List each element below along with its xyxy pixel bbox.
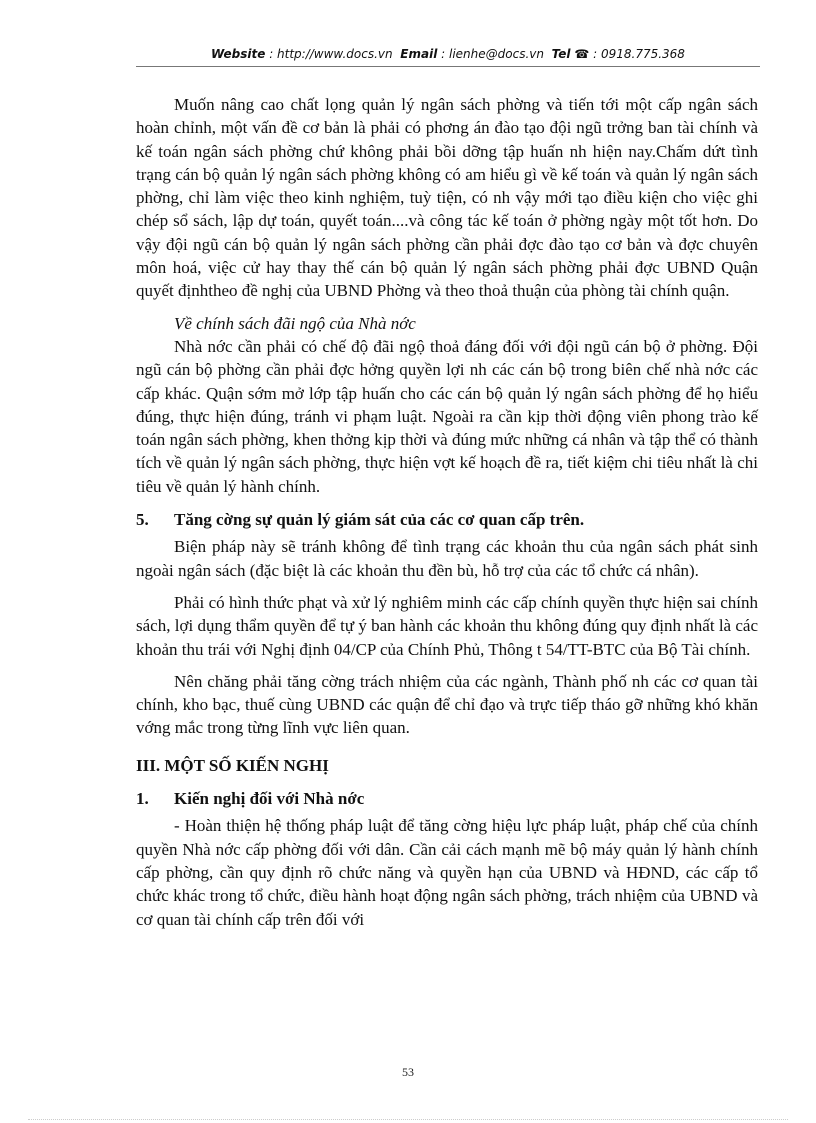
section-1-number: 1.: [136, 789, 149, 809]
bottom-divider: [28, 1119, 788, 1120]
tel-value: ☎ : 0918.775.368: [574, 47, 685, 61]
page-header: [136, 47, 760, 61]
email-value: : lienhe@docs.vn: [441, 47, 544, 61]
website-value: : http://www.docs.vn: [269, 47, 393, 61]
email-label: Email: [400, 47, 438, 61]
section-5-title: Tăng cờng sự quản lý giám sát của các cơ quan cấp trên.: [174, 510, 585, 530]
page-number: 53: [402, 1065, 414, 1079]
paragraph-training: Muốn nâng cao chất lọng quản lý ngân sách phờng và tiến tới một cấp ngân sách hoàn chỉnh, một vấn đề cơ bản là phải có phơng án đào tạo đội ngũ trởng ban tài chính và kế toán ngân sách phờng chứ không phải bồi dỡng tập huấn nh hiện nay.Chấm dứt tình trạng cán bộ quản lý ngân sách phờng không có am hiểu gì về kế toán và quản lý ngân sách phờng, chỉ làm việc theo kinh nghiệm, tuỳ tiện, có nh vậy mới tạo điều kiện cho việc ghi chép sổ sách, lập dự toán, quyết toán....và công tác kế toán ở phờng ngày một tốt hơn. Do vậy đội ngũ cán bộ quản lý ngân sách phờng cần phải đợc đào tạo cơ bản và đợc chuyên môn hoá, việc cử hay thay thế cán bộ quản lý ngân sách phờng phải đợc UBND Quận quyết địnhtheo đề nghị của UBND Phờng và theo thoả thuận của phòng tài chính quận.: [136, 95, 758, 301]
paragraph-policy: Nhà nớc cần phải có chế độ đãi ngộ thoả đáng đối với đội ngũ cán bộ ở phờng. Đội ngũ cán bộ phờng cần phải đợc hởng quyền lợi nh các cán bộ trong biên chế nhà nớc các cấp khác. Quận sớm mở lớp tập huấn cho các cán bộ quản lý ngân sách phờng để họ hiểu đúng, thực hiện đúng, tránh vi phạm luật. Ngoài ra cần kịp thời động viên phong trào kế toán ngân sách phờng, khen thởng kịp thời và đúng mức những cá nhân và tập thể có thành tích về quản lý ngân sách phờng, thực hiện vợt kế hoạch đề ra, tiết kiệm chi tiêu nhất là chi tiêu về quản lý hành chính.: [136, 336, 758, 496]
section-1-title: Kiến nghị đối với Nhà nớc: [174, 789, 365, 809]
paragraph-measure: Biện pháp này sẽ tránh không để tình trạng các khoản thu của ngân sách phát sinh ngoài ngân sách (đặc biệt là các khoản thu đền bù, hỗ trợ của các tổ chức cá nhân).: [136, 537, 758, 580]
paragraph-recommendation: - Hoàn thiện hệ thống pháp luật để tăng cờng hiệu lực pháp luật, pháp chế của chính quyền Nhà nớc cấp phờng đối với dân. Cần cải cách mạnh mẽ bộ máy quản lý hành chính cấp phờng, cần quy định rõ chức năng và quyền hạn của UBND và HĐND, các cấp tổ chức khác trong tổ chức, điều hành hoạt động ngân sách phờng, trách nhiệm của UBND và cơ quan tài chính cấp trên đối với: [136, 816, 758, 929]
header-divider: [136, 66, 760, 67]
section-1-heading: [136, 787, 758, 810]
paragraph-responsibility: Nên chăng phải tăng cờng trách nhiệm của các ngành, Thành phố nh các cơ quan tài chính, kho bạc, thuế cùng UBND các quận để chỉ đạo và trực tiếp tháo gỡ những khó khăn vớng mắc trong từng lĩnh vực liên quan.: [136, 671, 758, 738]
paragraph-penalty: Phải có hình thức phạt và xử lý nghiêm minh các cấp chính quyền thực hiện sai chính sách, lợi dụng thẩm quyền để tự ý ban hành các khoản thu không đúng quy định nhất là các khoản thu trái với Nghị định 04/CP của Chính Phủ, Thông t 54/TT-BTC của Bộ Tài chính.: [136, 592, 758, 659]
chapter-heading: III. MỘT SỐ KIẾN NGHỊ: [136, 755, 329, 775]
website-label: Website: [211, 47, 266, 61]
section-5-number: 5.: [136, 510, 149, 530]
subheading-policy: Về chính sách đãi ngộ của Nhà nớc: [174, 313, 416, 333]
tel-label: Tel: [551, 47, 571, 61]
document-body: [136, 93, 758, 931]
section-5-heading: [136, 508, 758, 531]
